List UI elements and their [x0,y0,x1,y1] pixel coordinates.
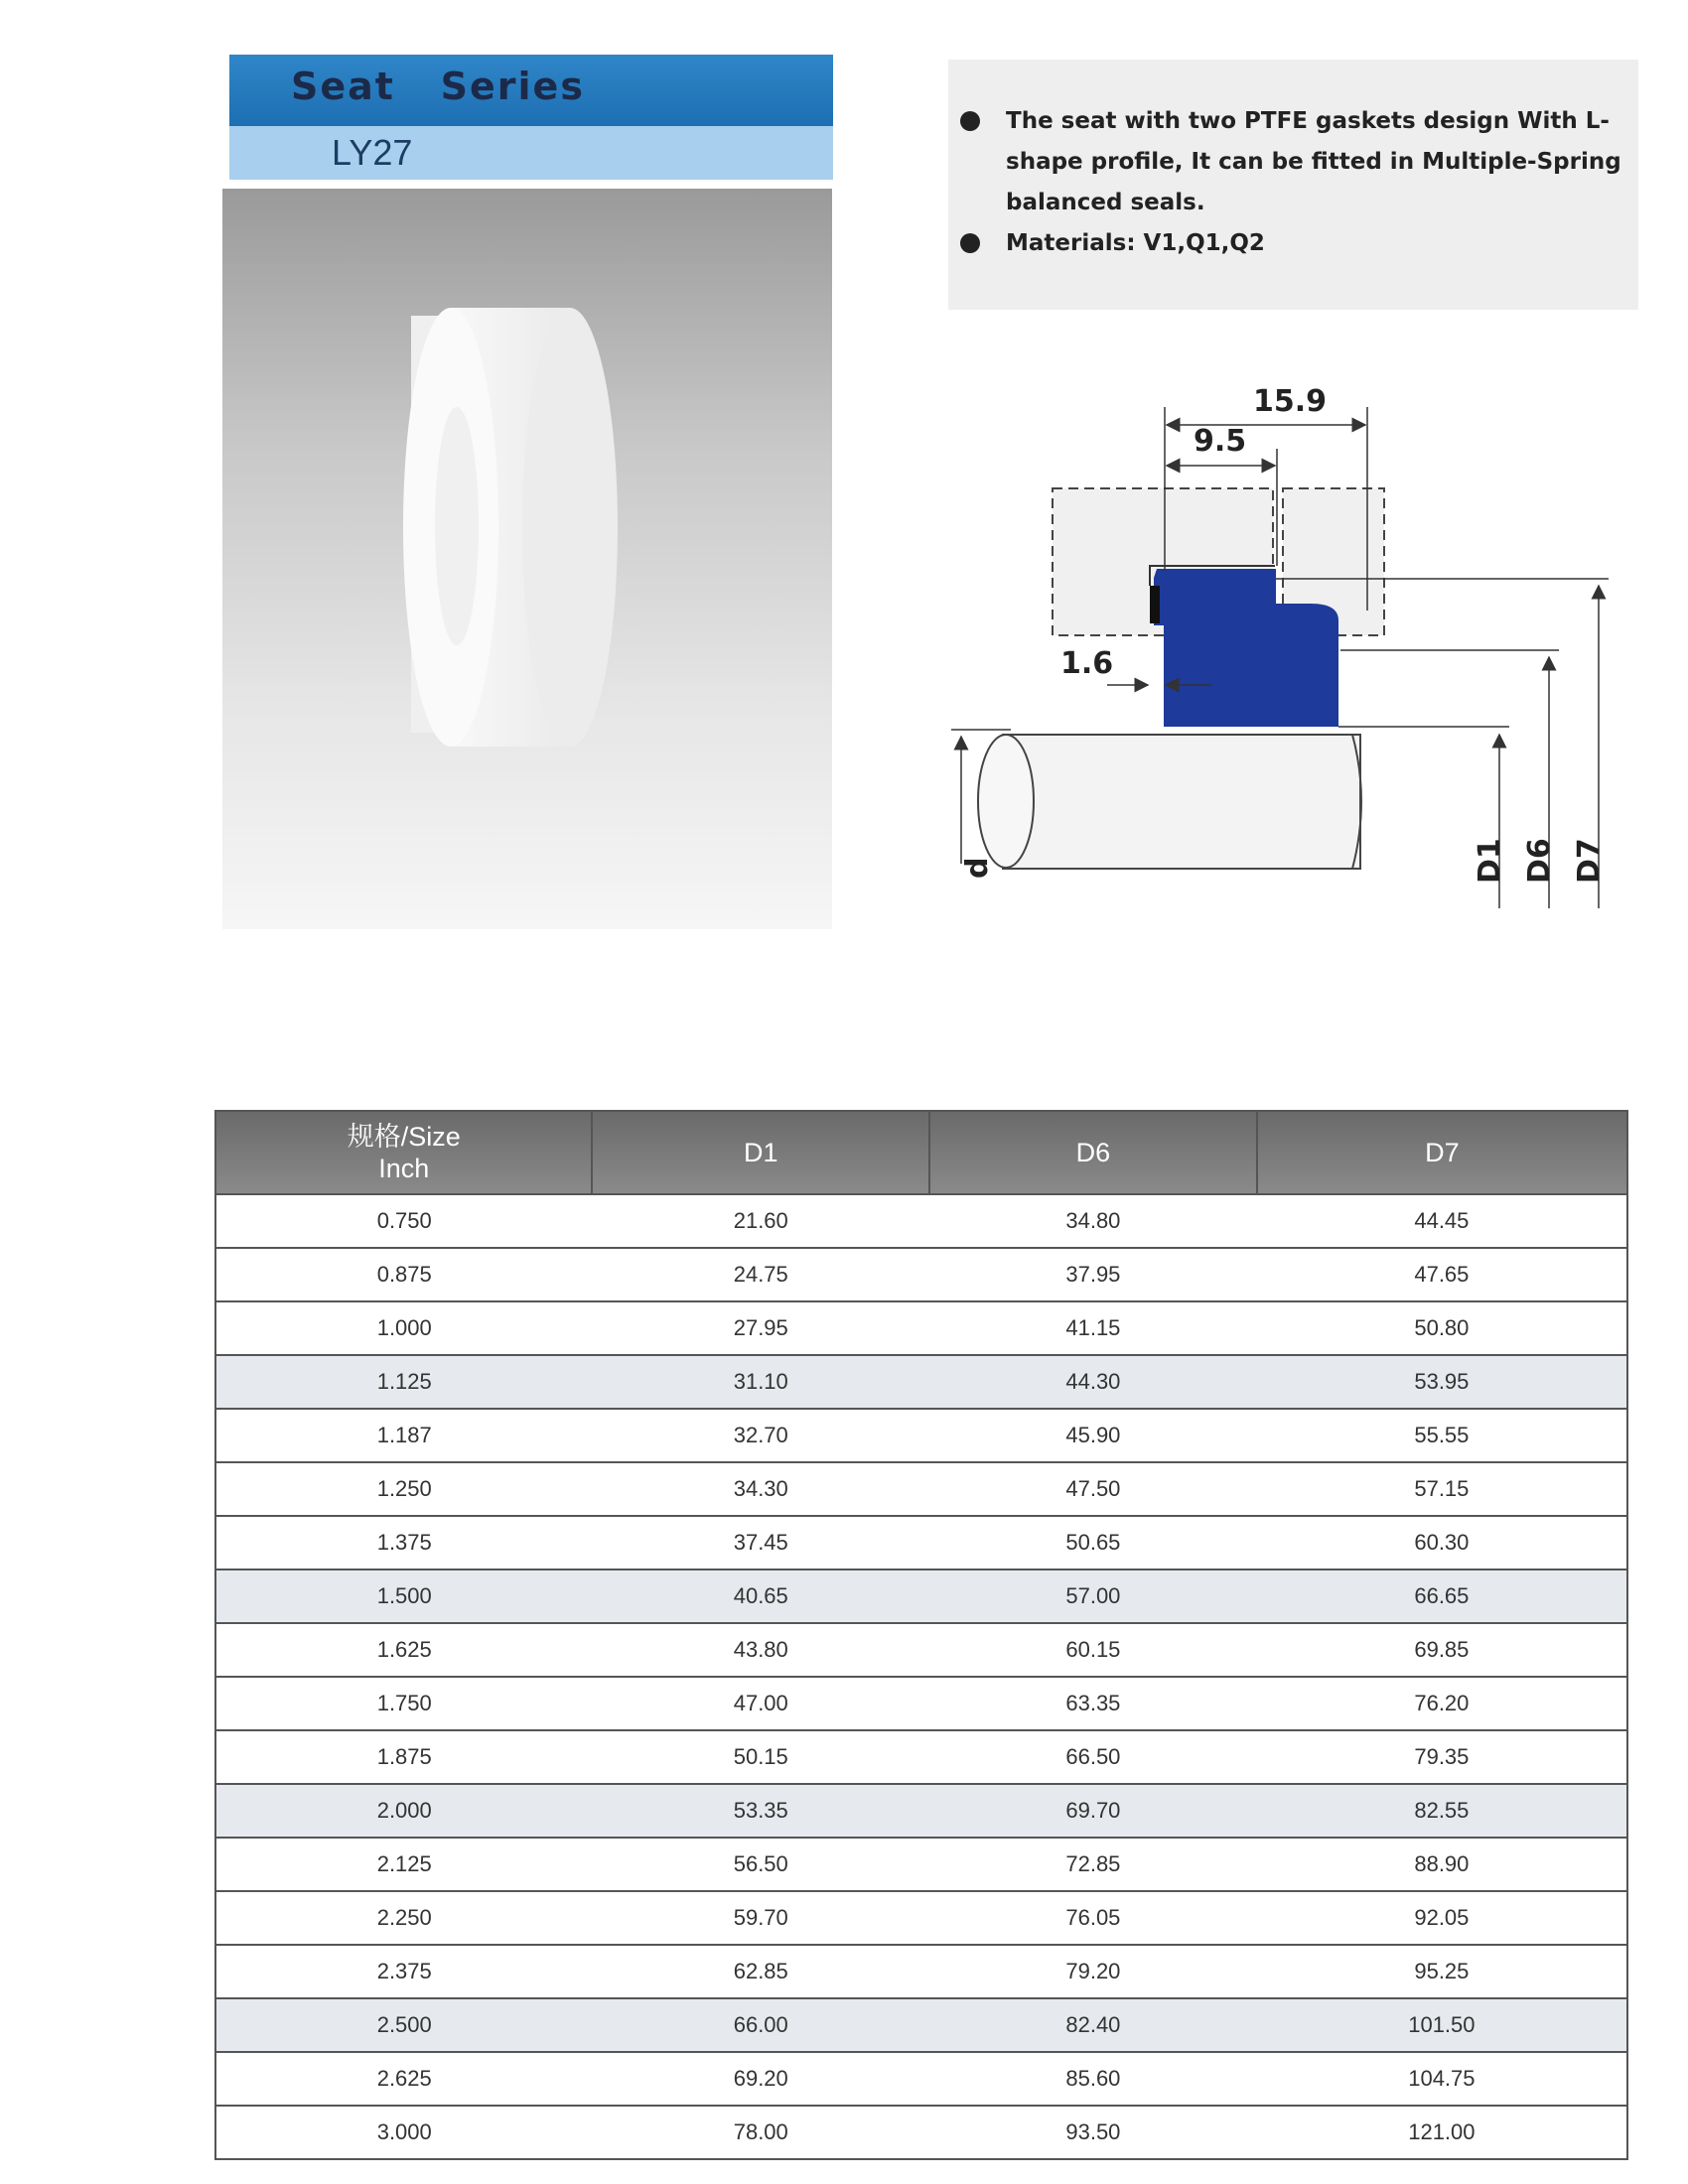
materials-bullet [1006,223,1621,264]
model-band [229,126,833,180]
cell-d6: 45.90 [929,1409,1257,1462]
label-d6: D6 [1522,838,1557,884]
dim-top-inner: 9.5 [1194,424,1247,459]
cell-d1: 40.65 [592,1570,929,1623]
cell-d1: 21.60 [592,1194,929,1248]
cell-d7: 66.65 [1257,1570,1627,1623]
table-row [215,1784,1627,1838]
dim-left: 1.6 [1060,646,1114,681]
cell-d6: 47.50 [929,1462,1257,1516]
cell-d1: 47.00 [592,1677,929,1730]
cell-d6: 57.00 [929,1570,1257,1623]
cell-d1: 66.00 [592,1998,929,2052]
cell-d7: 121.00 [1257,2106,1627,2159]
cell-d6: 34.80 [929,1194,1257,1248]
bullet-dot-icon [960,233,980,253]
cell-d6: 72.85 [929,1838,1257,1891]
label-d1: D1 [1473,838,1507,884]
materials-text: Materials: V1,Q1,Q2 [1006,230,1265,256]
table-row [215,1462,1627,1516]
model-code: LY27 [332,132,413,173]
cell-size: 1.125 [215,1355,592,1409]
table-row [215,2106,1627,2159]
gasket-strip [1150,586,1160,623]
cell-d7: 82.55 [1257,1784,1627,1838]
series-title: Seat Series [291,65,585,108]
product-photo [222,189,832,929]
cell-size: 1.500 [215,1570,592,1623]
cell-d1: 24.75 [592,1248,929,1301]
cell-d1: 59.70 [592,1891,929,1945]
table-row [215,1945,1627,1998]
cell-d1: 56.50 [592,1838,929,1891]
cell-size: 1.875 [215,1730,592,1784]
table-row [215,2052,1627,2106]
cell-d1: 62.85 [592,1945,929,1998]
cell-d6: 50.65 [929,1516,1257,1570]
bullet-text: The seat with two PTFE gaskets design With L-shape profile, It can be fitted in Multiple-Spring balanced seals. [1006,108,1621,215]
cell-d1: 31.10 [592,1355,929,1409]
seal-ring-image [222,189,832,929]
cell-size: 0.875 [215,1248,592,1301]
cell-d6: 44.30 [929,1355,1257,1409]
bullet-dot-icon [960,111,980,131]
cell-d1: 50.15 [592,1730,929,1784]
cell-d7: 57.15 [1257,1462,1627,1516]
label-d7: D7 [1572,838,1607,884]
cell-d7: 44.45 [1257,1194,1627,1248]
cell-d7: 50.80 [1257,1301,1627,1355]
cell-d7: 53.95 [1257,1355,1627,1409]
table-row [215,1891,1627,1945]
cell-d1: 37.45 [592,1516,929,1570]
table-row [215,1301,1627,1355]
cell-d7: 79.35 [1257,1730,1627,1784]
cell-d1: 69.20 [592,2052,929,2106]
cell-d6: 85.60 [929,2052,1257,2106]
cell-d7: 101.50 [1257,1998,1627,2052]
table-row [215,1355,1627,1409]
cell-d6: 66.50 [929,1730,1257,1784]
cell-d7: 76.20 [1257,1677,1627,1730]
cell-d6: 69.70 [929,1784,1257,1838]
col-size-header: 规格/Size Inch [215,1111,592,1194]
cell-d7: 88.90 [1257,1838,1627,1891]
cell-d6: 76.05 [929,1891,1257,1945]
cell-size: 2.125 [215,1838,592,1891]
table-row [215,1409,1627,1462]
col-d6-header: D6 [929,1111,1257,1194]
cell-d6: 93.50 [929,2106,1257,2159]
size-table [214,1110,1628,2160]
dim-top-outer: 15.9 [1253,384,1328,419]
cell-d1: 32.70 [592,1409,929,1462]
cell-d6: 37.95 [929,1248,1257,1301]
cell-size: 0.750 [215,1194,592,1248]
cell-size: 1.187 [215,1409,592,1462]
table-row [215,1623,1627,1677]
cell-d6: 60.15 [929,1623,1257,1677]
table-row [215,1730,1627,1784]
table-row [215,1248,1627,1301]
cell-size: 2.500 [215,1998,592,2052]
shaft [1003,735,1360,869]
cell-d1: 27.95 [592,1301,929,1355]
cell-d7: 47.65 [1257,1248,1627,1301]
cell-d1: 78.00 [592,2106,929,2159]
cell-d7: 55.55 [1257,1409,1627,1462]
table-header-row [215,1111,1627,1194]
cell-size: 1.625 [215,1623,592,1677]
cross-section-diagram [894,367,1648,923]
table-body [215,1194,1627,2159]
col-d7-header: D7 [1257,1111,1627,1194]
cell-size: 1.750 [215,1677,592,1730]
description-box [948,60,1638,310]
cell-d7: 60.30 [1257,1516,1627,1570]
cell-d6: 63.35 [929,1677,1257,1730]
table-row [215,1194,1627,1248]
cell-d6: 82.40 [929,1998,1257,2052]
cell-size: 3.000 [215,2106,592,2159]
cell-d7: 104.75 [1257,2052,1627,2106]
table-row [215,1570,1627,1623]
cell-d7: 69.85 [1257,1623,1627,1677]
table-row [215,1516,1627,1570]
cell-d7: 95.25 [1257,1945,1627,1998]
cell-size: 1.000 [215,1301,592,1355]
cell-d1: 53.35 [592,1784,929,1838]
cell-size: 1.250 [215,1462,592,1516]
series-header [229,55,833,126]
cell-d7: 92.05 [1257,1891,1627,1945]
cell-d1: 43.80 [592,1623,929,1677]
cell-d6: 41.15 [929,1301,1257,1355]
description-bullet [1006,101,1621,223]
col-d1-header: D1 [592,1111,929,1194]
table-row [215,1677,1627,1730]
cell-d1: 34.30 [592,1462,929,1516]
cell-size: 2.625 [215,2052,592,2106]
cell-size: 2.375 [215,1945,592,1998]
cell-d6: 79.20 [929,1945,1257,1998]
cell-size: 2.250 [215,1891,592,1945]
cell-size: 2.000 [215,1784,592,1838]
cell-size: 1.375 [215,1516,592,1570]
label-d: d [960,857,995,879]
table-row [215,1838,1627,1891]
table-row [215,1998,1627,2052]
